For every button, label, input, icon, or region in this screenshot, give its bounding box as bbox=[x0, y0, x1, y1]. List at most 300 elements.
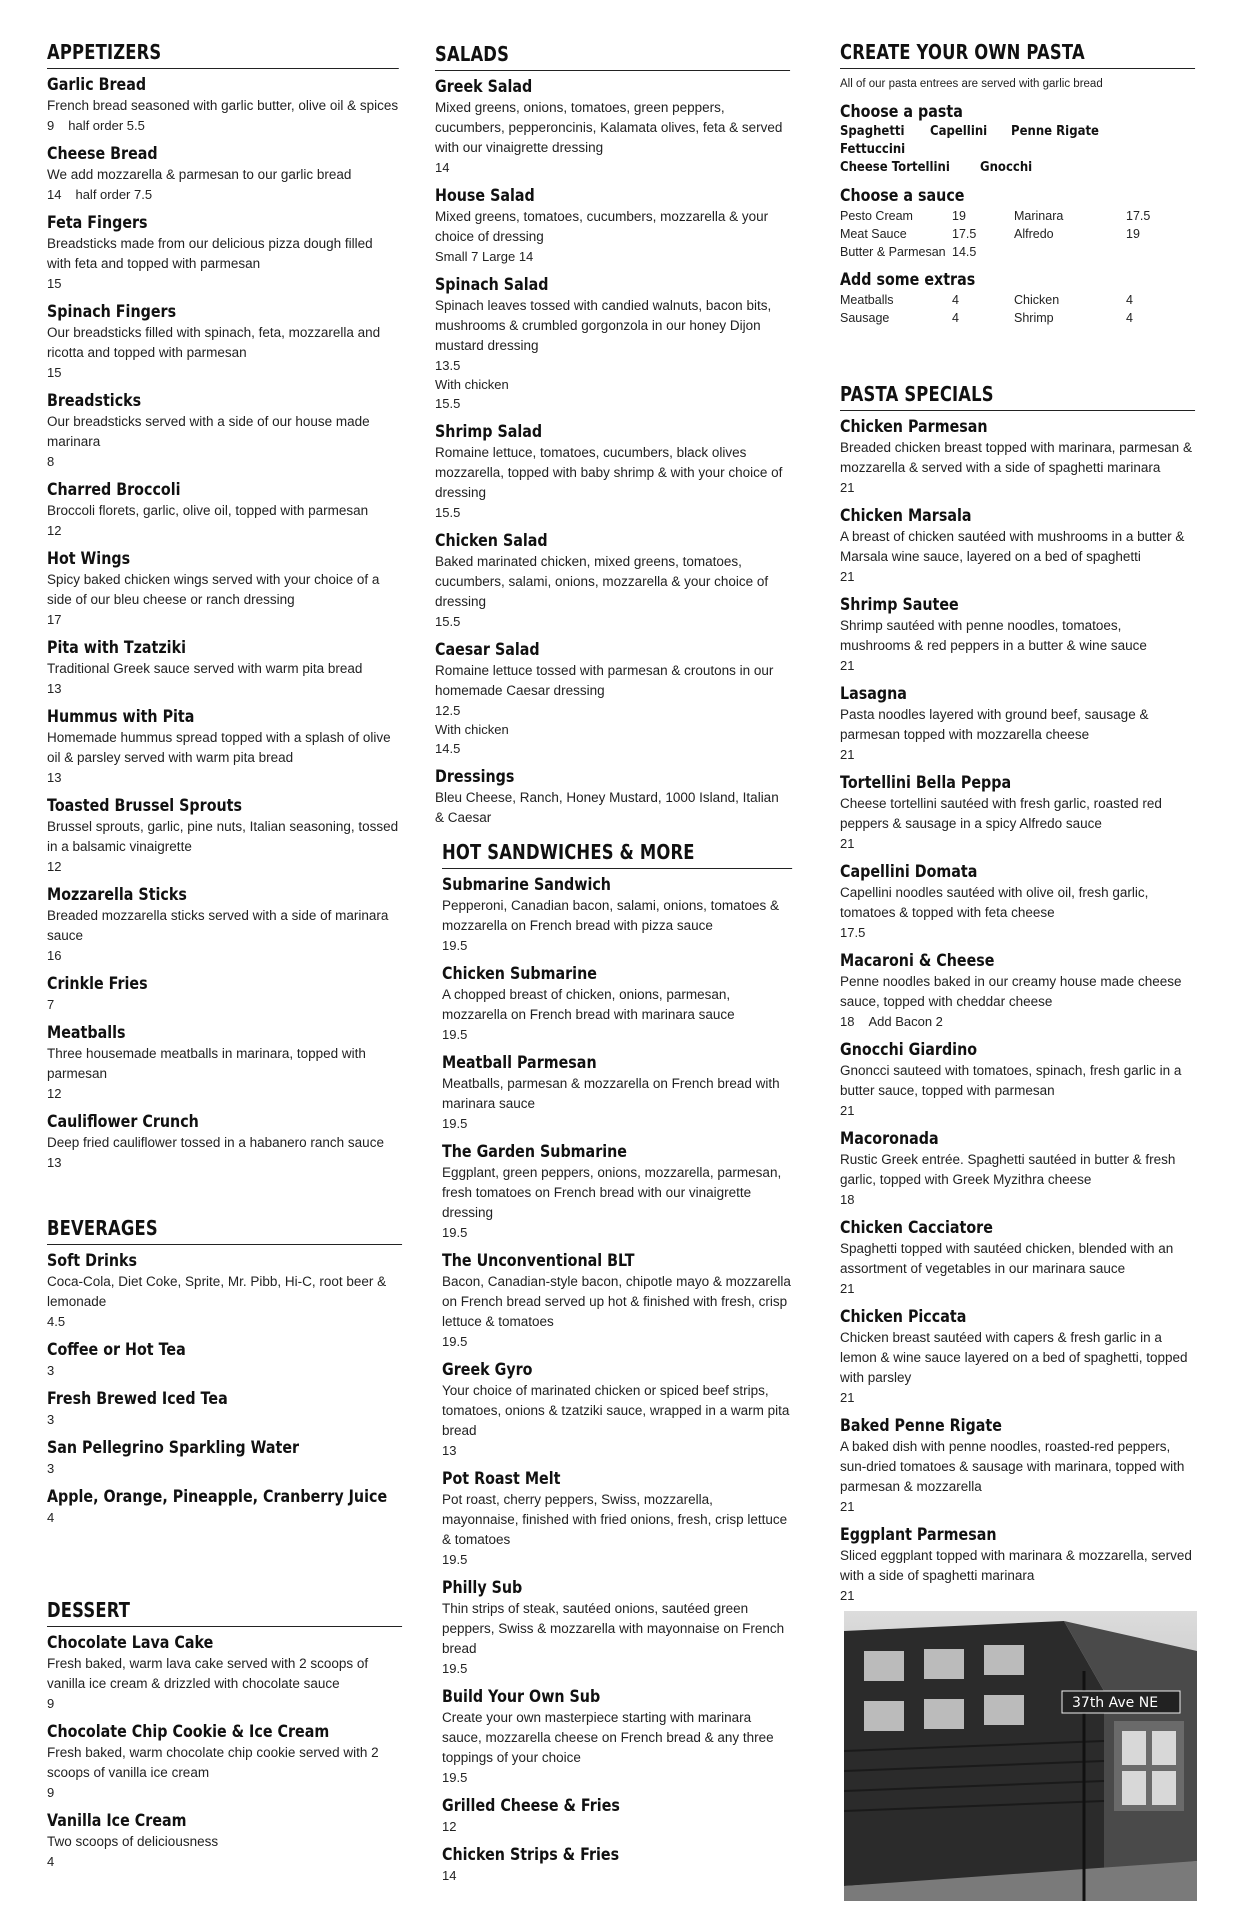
menu-item-price: 19.5 bbox=[442, 1116, 468, 1131]
pasta-option: Spaghetti bbox=[840, 124, 905, 139]
menu-item-name: Apple, Orange, Pineapple, Cranberry Juice bbox=[47, 1487, 388, 1507]
menu-item-name: Soft Drinks bbox=[47, 1251, 138, 1271]
menu-item bbox=[435, 767, 790, 828]
menu-item-price-line bbox=[47, 521, 399, 540]
menu-item-name: Chicken Cacciatore bbox=[840, 1218, 993, 1238]
menu-item-price: 16 bbox=[47, 948, 62, 963]
price-grid-row bbox=[840, 291, 1166, 309]
menu-item-price: 21 bbox=[840, 569, 855, 584]
menu-item bbox=[840, 1307, 1195, 1407]
menu-item-description: Bacon, Canadian-style bacon, chipotle mayo & mozzarella on French bread served up hot & finished with fresh, crisp lettuce & tomatoes bbox=[442, 1274, 791, 1329]
menu-item-description: We add mozzarella & parmesan to our garlic bread bbox=[47, 167, 352, 182]
price-grid-cell: Shrimp bbox=[1014, 311, 1054, 325]
menu-item-price: 15.5 bbox=[435, 614, 461, 629]
menu-item-price: 9 bbox=[47, 1785, 55, 1800]
menu-item-price-line bbox=[840, 1012, 1195, 1031]
restaurant-exterior-illustration bbox=[844, 1611, 1197, 1901]
sandwiches-title: HOT SANDWICHES & MORE bbox=[442, 840, 792, 869]
menu-item-price: 21 bbox=[840, 1588, 855, 1603]
menu-item-price: 4 bbox=[47, 1854, 55, 1869]
menu-item-description: Mixed greens, onions, tomatoes, green peppers, cucumbers, pepperoncinis, Kalamata olives, feta & served with our vinaigrette dressing bbox=[435, 100, 783, 155]
menu-item-price-line bbox=[840, 567, 1195, 586]
menu-item-price-line bbox=[435, 247, 790, 266]
price-grid-cell: Meat Sauce bbox=[840, 227, 907, 241]
menu-item-name: Mozzarella Sticks bbox=[47, 885, 187, 905]
price-grid-row bbox=[840, 243, 1166, 261]
menu-item-description: Sliced eggplant topped with marinara & mozzarella, served with a side of spaghetti marinara bbox=[840, 1548, 1192, 1583]
salads-section bbox=[435, 42, 790, 837]
menu-item-price: 19.5 bbox=[442, 1225, 468, 1240]
menu-item-price-line bbox=[47, 1361, 402, 1380]
menu-item-description: A breast of chicken sautéed with mushrooms in a butter & Marsala wine sauce, layered on a bed of spaghetti bbox=[840, 529, 1185, 564]
extras-table bbox=[840, 291, 1166, 327]
menu-item-name: Chicken Piccata bbox=[840, 1307, 967, 1327]
menu-item-name: Pita with Tzatziki bbox=[47, 638, 186, 658]
price-grid-cell: 4 bbox=[952, 293, 959, 307]
menu-item-name: Cheese Bread bbox=[47, 144, 158, 164]
menu-item-price-line bbox=[435, 356, 790, 375]
menu-item-description: Fresh baked, warm chocolate chip cookie served with 2 scoops of vanilla ice cream bbox=[47, 1745, 379, 1780]
menu-item-price-line bbox=[840, 1388, 1195, 1407]
menu-item bbox=[47, 1811, 402, 1871]
menu-item-description: Spinach leaves tossed with candied walnuts, bacon bits, mushrooms & crumbled gorgonzola in our honey Dijon mustard dressing bbox=[435, 298, 772, 353]
menu-item bbox=[47, 707, 399, 787]
menu-item-name: Submarine Sandwich bbox=[442, 875, 611, 895]
menu-item-price-line bbox=[442, 1025, 792, 1044]
menu-item-extra-price: Add Bacon 2 bbox=[868, 1014, 943, 1029]
menu-item-description: Pot roast, cherry peppers, Swiss, mozzarella, mayonnaise, finished with fried onions, fresh, crisp lettuce & tomatoes bbox=[442, 1492, 788, 1547]
menu-item-name: Eggplant Parmesan bbox=[840, 1525, 997, 1545]
menu-item-price: 9 bbox=[47, 118, 55, 133]
menu-item-name: Pot Roast Melt bbox=[442, 1469, 561, 1489]
menu-item-description: Breadsticks made from our delicious pizza dough filled with feta and topped with parmesan bbox=[47, 236, 373, 271]
menu-item-price: 15.5 bbox=[435, 505, 461, 520]
sandwiches-list bbox=[442, 875, 792, 1885]
menu-item-description: Traditional Greek sauce served with warm pita bread bbox=[47, 661, 363, 676]
menu-item-price-line bbox=[442, 1817, 792, 1836]
menu-item bbox=[840, 417, 1195, 497]
menu-item-name: Vanilla Ice Cream bbox=[47, 1811, 187, 1831]
menu-item-price-line bbox=[840, 478, 1195, 497]
menu-item bbox=[442, 1251, 792, 1351]
menu-item-name: Spinach Fingers bbox=[47, 302, 177, 322]
pasta-option: Fettuccini bbox=[840, 142, 906, 157]
price-grid-row bbox=[840, 207, 1166, 225]
create-pasta-title: CREATE YOUR OWN PASTA bbox=[840, 40, 1195, 69]
menu-item-price: 14 bbox=[47, 187, 62, 202]
menu-item bbox=[47, 391, 399, 471]
menu-item-price-line bbox=[442, 1332, 792, 1351]
menu-item-price: 19.5 bbox=[442, 1552, 468, 1567]
menu-item-description: Homemade hummus spread topped with a splash of olive oil & parsley served with warm pita bread bbox=[47, 730, 391, 765]
menu-item bbox=[840, 1218, 1195, 1298]
menu-item-description: Spicy baked chicken wings served with your choice of a side of our bleu cheese or ranch dressing bbox=[47, 572, 380, 607]
menu-item-description: Meatballs, parmesan & mozzarella on French bread with marinara sauce bbox=[442, 1076, 780, 1111]
menu-item-name: Gnocchi Giardino bbox=[840, 1040, 978, 1060]
menu-item-price: 18 bbox=[840, 1014, 855, 1029]
menu-item bbox=[47, 1389, 402, 1429]
menu-item bbox=[47, 75, 399, 135]
dessert-section bbox=[47, 1598, 402, 1880]
menu-item-price-line bbox=[47, 610, 399, 629]
menu-item-price: 15 bbox=[47, 365, 62, 380]
restaurant-photo bbox=[844, 1611, 1197, 1901]
pasta-option: Penne Rigate bbox=[1011, 124, 1100, 139]
menu-item-price: 12 bbox=[47, 523, 62, 538]
menu-item-price-line bbox=[442, 1659, 792, 1678]
menu-item-price-line bbox=[47, 946, 399, 965]
menu-item-name: Crinkle Fries bbox=[47, 974, 148, 994]
menu-item-name: Meatball Parmesan bbox=[442, 1053, 597, 1073]
menu-item-price: 7 bbox=[47, 997, 55, 1012]
menu-item bbox=[442, 1360, 792, 1460]
menu-item-price: 21 bbox=[840, 1103, 855, 1118]
menu-item-description: Pepperoni, Canadian bacon, salami, onions, tomatoes & mozzarella on French bread with pizza sauce bbox=[442, 898, 779, 933]
menu-item-price-line bbox=[47, 185, 399, 204]
menu-item-name: Chicken Parmesan bbox=[840, 417, 988, 437]
menu-item-addon-price: 15.5 bbox=[435, 396, 461, 411]
menu-item-price: 21 bbox=[840, 747, 855, 762]
menu-item bbox=[435, 186, 790, 266]
menu-item-price-line bbox=[840, 1586, 1195, 1605]
menu-item bbox=[47, 1633, 402, 1713]
menu-item bbox=[47, 974, 399, 1014]
price-grid-row bbox=[840, 225, 1166, 243]
menu-item-price: 13 bbox=[47, 681, 62, 696]
menu-item bbox=[435, 77, 790, 177]
menu-item-price: 19.5 bbox=[442, 1661, 468, 1676]
menu-item-price: 21 bbox=[840, 1499, 855, 1514]
pasta-options-row-1 bbox=[840, 123, 1195, 159]
menu-item bbox=[840, 951, 1195, 1031]
menu-item bbox=[840, 1129, 1195, 1209]
pasta-specials-list bbox=[840, 417, 1195, 1605]
menu-item bbox=[840, 506, 1195, 586]
menu-item-name: The Garden Submarine bbox=[442, 1142, 627, 1162]
menu-item-price: 17.5 bbox=[840, 925, 866, 940]
menu-item bbox=[840, 595, 1195, 675]
menu-item-description: Deep fried cauliflower tossed in a habanero ranch sauce bbox=[47, 1135, 384, 1150]
menu-item-description: Spaghetti topped with sautéed chicken, blended with an assortment of vegetables in our marinara sauce bbox=[840, 1241, 1174, 1276]
menu-item-price-line bbox=[435, 701, 790, 720]
menu-item-description: Chicken breast sautéed with capers & fresh garlic in a lemon & wine sauce layered on a bed of spaghetti, topped with parsley bbox=[840, 1330, 1188, 1385]
menu-item-price: 3 bbox=[47, 1461, 55, 1476]
menu-item-description: Your choice of marinated chicken or spiced beef strips, tomatoes, onions & tzatziki sauce, wrapped in a warm pita bread bbox=[442, 1383, 790, 1438]
menu-item-name: Coffee or Hot Tea bbox=[47, 1340, 186, 1360]
sandwiches-section bbox=[442, 840, 792, 1894]
price-grid-cell: Marinara bbox=[1014, 209, 1064, 223]
menu-item-addon-label: With chicken bbox=[435, 722, 509, 737]
menu-item-name: Chicken Submarine bbox=[442, 964, 597, 984]
pasta-specials-section bbox=[840, 382, 1195, 1614]
menu-item-price-line bbox=[435, 158, 790, 177]
menu-item-description: Two scoops of deliciousness bbox=[47, 1834, 219, 1849]
menu-item bbox=[47, 1112, 399, 1172]
menu-item bbox=[47, 1722, 402, 1802]
menu-item-price: 13 bbox=[442, 1443, 457, 1458]
price-grid-cell: Alfredo bbox=[1014, 227, 1054, 241]
pasta-options-row-2 bbox=[840, 159, 1195, 177]
menu-item-price-line bbox=[442, 1768, 792, 1787]
menu-item-name: Grilled Cheese & Fries bbox=[442, 1796, 620, 1816]
menu-item-price: Small 7 Large 14 bbox=[435, 249, 534, 264]
sauce-table bbox=[840, 207, 1166, 261]
menu-item-price-line bbox=[47, 452, 399, 471]
menu-item-description: Baked marinated chicken, mixed greens, tomatoes, cucumbers, salami, onions, mozzarella & your choice of dressing bbox=[435, 554, 769, 609]
choose-sauce-heading: Choose a sauce bbox=[840, 186, 965, 206]
menu-item bbox=[442, 1687, 792, 1787]
menu-item-price-line bbox=[47, 274, 399, 293]
menu-item bbox=[47, 885, 399, 965]
menu-item-price: 12 bbox=[442, 1819, 457, 1834]
menu-item-name: Lasagna bbox=[840, 684, 907, 704]
menu-item-name: Cauliflower Crunch bbox=[47, 1112, 199, 1132]
menu-item-price-line bbox=[840, 923, 1195, 942]
menu-item-description: French bread seasoned with garlic butter, olive oil & spices bbox=[47, 98, 399, 113]
menu-item-name: Charred Broccoli bbox=[47, 480, 181, 500]
price-grid-cell: Pesto Cream bbox=[840, 209, 913, 223]
menu-item-description: Brussel sprouts, garlic, pine nuts, Italian seasoning, tossed in a balsamic vinaigrette bbox=[47, 819, 399, 854]
menu-item-price: 4.5 bbox=[47, 1314, 66, 1329]
price-grid-cell: 17.5 bbox=[952, 227, 977, 241]
menu-item-price: 19.5 bbox=[442, 938, 468, 953]
create-pasta-section bbox=[840, 40, 1195, 327]
menu-item-price-line bbox=[47, 679, 399, 698]
pasta-option: Capellini bbox=[929, 124, 987, 139]
menu-item-name: Shrimp Sautee bbox=[840, 595, 959, 615]
menu-item-price-line bbox=[47, 1459, 402, 1478]
menu-item-price: 3 bbox=[47, 1412, 55, 1427]
menu-item-name: Macaroni & Cheese bbox=[840, 951, 995, 971]
menu-item bbox=[442, 1578, 792, 1678]
menu-item-name: San Pellegrino Sparkling Water bbox=[47, 1438, 300, 1458]
menu-item-price: 9 bbox=[47, 1696, 55, 1711]
menu-item-price: 14 bbox=[442, 1868, 457, 1883]
price-grid-cell: 19 bbox=[1126, 227, 1140, 241]
price-grid-cell: 4 bbox=[952, 311, 959, 325]
menu-item-description: Coca-Cola, Diet Coke, Sprite, Mr. Pibb, Hi-C, root beer & lemonade bbox=[47, 1274, 387, 1309]
menu-item-price-line bbox=[840, 834, 1195, 853]
beverages-title: BEVERAGES bbox=[47, 1216, 402, 1245]
menu-item-price-line bbox=[47, 1508, 402, 1527]
menu-item-price: 21 bbox=[840, 1390, 855, 1405]
menu-item bbox=[47, 549, 399, 629]
menu-item bbox=[442, 1796, 792, 1836]
dessert-title: DESSERT bbox=[47, 1598, 402, 1627]
menu-item-price: 12 bbox=[47, 859, 62, 874]
menu-item-description: Capellini noodles sautéed with olive oil, fresh garlic, tomatoes & topped with feta cheese bbox=[840, 885, 1149, 920]
appetizers-section bbox=[47, 40, 399, 1181]
menu-item-description: Our breadsticks served with a side of our house made marinara bbox=[47, 414, 370, 449]
menu-item-addon-label: With chicken bbox=[435, 377, 509, 392]
menu-item-name: Capellini Domata bbox=[840, 862, 978, 882]
menu-item-price: 3 bbox=[47, 1363, 55, 1378]
menu-item-description: Romaine lettuce, tomatoes, cucumbers, black olives mozzarella, topped with baby shrimp & with your choice of dressing bbox=[435, 445, 783, 500]
appetizers-title: APPETIZERS bbox=[47, 40, 399, 69]
menu-item-price: 19.5 bbox=[442, 1770, 468, 1785]
menu-item-price-line bbox=[47, 363, 399, 382]
menu-item-description: Pasta noodles layered with ground beef, sausage & parmesan topped with mozzarella cheese bbox=[840, 707, 1149, 742]
menu-item-description: Thin strips of steak, sautéed onions, sautéed green peppers, Swiss & mozzarella with mayonnaise on French bread bbox=[442, 1601, 785, 1656]
menu-item-price-line bbox=[840, 1279, 1195, 1298]
menu-item bbox=[442, 875, 792, 955]
menu-item-price: 21 bbox=[840, 658, 855, 673]
menu-item-price-line bbox=[840, 1190, 1195, 1209]
menu-item bbox=[435, 275, 790, 413]
price-grid-cell: 14.5 bbox=[952, 245, 977, 259]
menu-item-price-line bbox=[435, 612, 790, 631]
menu-item-name: Build Your Own Sub bbox=[442, 1687, 601, 1707]
choose-pasta-heading: Choose a pasta bbox=[840, 102, 963, 122]
menu-item-name: Chicken Marsala bbox=[840, 506, 972, 526]
menu-item bbox=[840, 1416, 1195, 1516]
menu-item-price-line bbox=[840, 1497, 1195, 1516]
dessert-list bbox=[47, 1633, 402, 1871]
menu-item bbox=[47, 796, 399, 876]
appetizers-list bbox=[47, 75, 399, 1172]
menu-item bbox=[442, 1845, 792, 1885]
menu-item-name: Baked Penne Rigate bbox=[840, 1416, 1002, 1436]
price-grid-cell: Butter & Parmesan bbox=[840, 245, 946, 259]
menu-item-name: Shrimp Salad bbox=[435, 422, 543, 442]
menu-item-name: Chicken Strips & Fries bbox=[442, 1845, 620, 1865]
menu-item-addon-price: 14.5 bbox=[435, 741, 461, 756]
menu-item-description: Fresh baked, warm lava cake served with 2 scoops of vanilla ice cream & drizzled with chocolate sauce bbox=[47, 1656, 369, 1691]
menu-item-price-line bbox=[442, 1550, 792, 1569]
menu-item-price-line bbox=[47, 116, 399, 135]
price-grid-cell bbox=[1014, 243, 1126, 261]
menu-item-price-line bbox=[442, 936, 792, 955]
pasta-option: Gnocchi bbox=[980, 160, 1033, 175]
menu-item bbox=[840, 862, 1195, 942]
price-grid-cell: 4 bbox=[1126, 311, 1133, 325]
menu-item-price: 4 bbox=[47, 1510, 55, 1525]
menu-item-price-line bbox=[47, 1694, 402, 1713]
menu-item-price: 18 bbox=[840, 1192, 855, 1207]
menu-item bbox=[840, 773, 1195, 853]
menu-item-name: Feta Fingers bbox=[47, 213, 148, 233]
menu-item-name: Chocolate Chip Cookie & Ice Cream bbox=[47, 1722, 330, 1742]
menu-item-price: 8 bbox=[47, 454, 55, 469]
menu-item bbox=[442, 1142, 792, 1242]
menu-item-name: Breadsticks bbox=[47, 391, 142, 411]
menu-item-price-line bbox=[47, 1084, 399, 1103]
menu-item bbox=[840, 1040, 1195, 1120]
menu-item-description: A chopped breast of chicken, onions, parmesan, mozzarella on French bread with marinara sauce bbox=[442, 987, 735, 1022]
menu-item-price: 19.5 bbox=[442, 1027, 468, 1042]
menu-item-price: 17 bbox=[47, 612, 62, 627]
menu-item-description: Bleu Cheese, Ranch, Honey Mustard, 1000 Island, Italian & Caesar bbox=[435, 790, 779, 825]
menu-item-price: 21 bbox=[840, 836, 855, 851]
menu-item-name: Greek Salad bbox=[435, 77, 533, 97]
menu-item-price: 21 bbox=[840, 480, 855, 495]
price-grid-cell: 19 bbox=[952, 209, 966, 223]
menu-item-name: Philly Sub bbox=[442, 1578, 523, 1598]
menu-item-price-line bbox=[442, 1441, 792, 1460]
menu-item bbox=[47, 302, 399, 382]
price-grid-cell: 17.5 bbox=[1126, 209, 1151, 223]
menu-item-price: 21 bbox=[840, 1281, 855, 1296]
menu-item-price-line bbox=[442, 1223, 792, 1242]
menu-item bbox=[47, 213, 399, 293]
menu-item-price: 13.5 bbox=[435, 358, 461, 373]
menu-item-price-line bbox=[435, 503, 790, 522]
menu-item-price: 15 bbox=[47, 276, 62, 291]
menu-item-price-line bbox=[442, 1866, 792, 1885]
street-sign-text: 37th Ave NE bbox=[1072, 1695, 1159, 1711]
menu-item bbox=[47, 144, 399, 204]
menu-item-price-line bbox=[47, 857, 399, 876]
menu-item-name: Hummus with Pita bbox=[47, 707, 195, 727]
menu-item-name: Garlic Bread bbox=[47, 75, 147, 95]
menu-item-extra-price: half order 5.5 bbox=[68, 118, 145, 133]
menu-item-description: A baked dish with penne noodles, roasted-red peppers, sun-dried tomatoes & sausage with marinara, topped with parmesan & mozzarella bbox=[840, 1439, 1185, 1494]
menu-item-description: Rustic Greek entrée. Spaghetti sautéed in butter & fresh garlic, topped with Greek Myzithra cheese bbox=[840, 1152, 1176, 1187]
menu-item-description: Romaine lettuce tossed with parmesan & croutons in our homemade Caesar dressing bbox=[435, 663, 774, 698]
menu-item-name: Greek Gyro bbox=[442, 1360, 533, 1380]
menu-item-price-line bbox=[47, 1852, 402, 1871]
menu-item bbox=[840, 1525, 1195, 1605]
menu-item bbox=[840, 684, 1195, 764]
menu-item-price-line bbox=[840, 656, 1195, 675]
menu-item-description: Cheese tortellini sautéed with fresh garlic, roasted red peppers & sausage in a spicy Alfredo sauce bbox=[840, 796, 1162, 831]
menu-item-name: The Unconventional BLT bbox=[442, 1251, 635, 1271]
menu-item bbox=[47, 1487, 402, 1527]
menu-item-name: Chicken Salad bbox=[435, 531, 548, 551]
menu-item-name: Spinach Salad bbox=[435, 275, 549, 295]
menu-item-name: Hot Wings bbox=[47, 549, 131, 569]
salads-list bbox=[435, 77, 790, 828]
menu-item-extra-price: half order 7.5 bbox=[75, 187, 153, 202]
menu-item-price-line bbox=[47, 995, 399, 1014]
menu-item-price: 19.5 bbox=[442, 1334, 468, 1349]
menu-item-price: 12.5 bbox=[435, 703, 461, 718]
menu-item-name: House Salad bbox=[435, 186, 535, 206]
salads-title: SALADS bbox=[435, 42, 790, 71]
menu-item-price-line bbox=[47, 1410, 402, 1429]
menu-item-price-line bbox=[840, 1101, 1195, 1120]
menu-item-description: Shrimp sautéed with penne noodles, tomatoes, mushrooms & red peppers in a butter & wine sauce bbox=[840, 618, 1147, 653]
menu-item bbox=[435, 531, 790, 631]
menu-item-description: Gnoncci sauteed with tomatoes, spinach, fresh garlic in a butter sauce, topped with parmesan bbox=[840, 1063, 1182, 1098]
menu-item-name: Dressings bbox=[435, 767, 515, 787]
pasta-specials-title: PASTA SPECIALS bbox=[840, 382, 1195, 411]
price-grid-cell: Chicken bbox=[1014, 293, 1060, 307]
menu-item bbox=[47, 1023, 399, 1103]
menu-item-description: Create your own masterpiece starting with marinara sauce, mozzarella cheese on French bread & any three toppings of your choice bbox=[442, 1710, 774, 1765]
menu-item-price-line bbox=[442, 1114, 792, 1133]
menu-item-name: Fresh Brewed Iced Tea bbox=[47, 1389, 228, 1409]
menu-item-description: Breaded chicken breast topped with marinara, parmesan & mozzarella & served with a side of spaghetti marinara bbox=[840, 440, 1192, 475]
menu-item-description: Penne noodles baked in our creamy house made cheese sauce, topped with cheddar cheese bbox=[840, 974, 1182, 1009]
menu-item-description: Three housemade meatballs in marinara, topped with parmesan bbox=[47, 1046, 366, 1081]
menu-item bbox=[435, 422, 790, 522]
menu-item-description: Broccoli florets, garlic, olive oil, topped with parmesan bbox=[47, 503, 369, 518]
menu-item-name: Meatballs bbox=[47, 1023, 126, 1043]
menu-item bbox=[435, 640, 790, 758]
menu-item-price: 13 bbox=[47, 770, 62, 785]
menu-item-price-line bbox=[840, 745, 1195, 764]
menu-item-name: Caesar Salad bbox=[435, 640, 540, 660]
menu-item bbox=[47, 480, 399, 540]
menu-item-name: Tortellini Bella Peppa bbox=[840, 773, 1012, 793]
menu-item-name: Macoronada bbox=[840, 1129, 939, 1149]
menu-item-price-line bbox=[47, 1312, 402, 1331]
menu-item bbox=[442, 1469, 792, 1569]
menu-item-price-line bbox=[47, 1783, 402, 1802]
menu-item-description: Eggplant, green peppers, onions, mozzarella, parmesan, fresh tomatoes on French bread with our vinaigrette dressing bbox=[442, 1165, 782, 1220]
menu-item-price-line bbox=[47, 768, 399, 787]
